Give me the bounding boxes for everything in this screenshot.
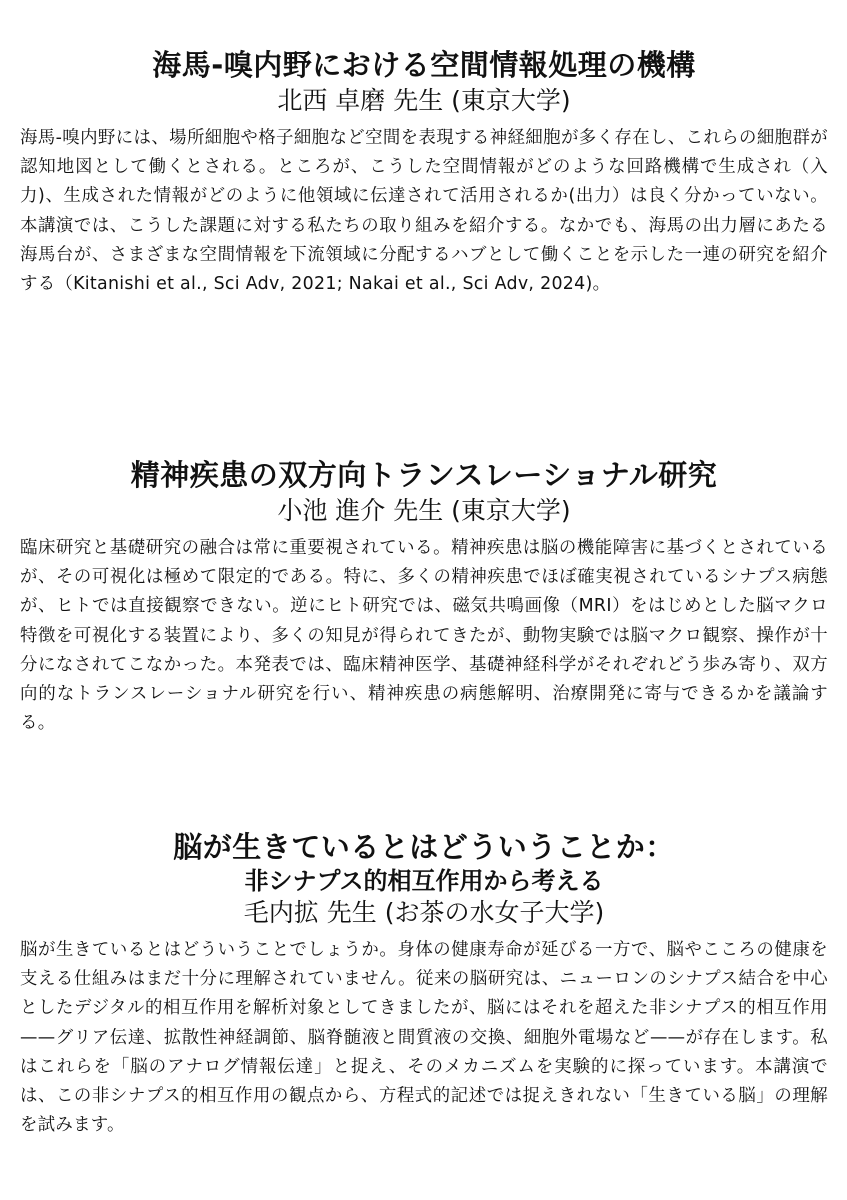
lecture-abstract: 脳が生きているとはどういうことでしょうか。身体の健康寿命が延びる一方で、脳やこころの健康を支える仕組みはまだ十分に理解されていません。従来の脳研究は、ニューロンのシナプス結合を中心としたデジタル的相互作用を解析対象としてきましたが、脳にはそれを超えた非シナプス的相互作用——グリア伝達、拡散性神経調節、脳脊髄液と間質液の交換、細胞外電場など——が存在します。私はこれらを「脳のアナログ情報伝達」と捉え、そのメカニズムを実験的に探っています。本講演では、この非シナプス的相互作用の観点から、方程式的記述では捉えきれない「生きている脳」の理解を試みます。 [20,940,828,1136]
lecture-title: 精神疾患の双方向トランスレーショナル研究 [130,458,718,492]
lecture-subtitle: 非シナプス的相互作用から考える [244,867,604,895]
lecture-speaker: 毛内拡 先生 (お茶の水女子大学) [243,898,605,927]
lecture-section-2 [20,456,828,738]
lecture-section-3 [20,828,828,1140]
lecture-speaker: 北西 卓磨 先生 (東京大学) [277,86,571,115]
lecture-title: 海馬-嗅内野における空間情報処理の機構 [152,48,696,82]
lecture-section-1 [20,46,828,299]
lecture-abstract: 臨床研究と基礎研究の融合は常に重要視されている。精神疾患は脳の機能障害に基づくとされているが、その可視化は極めて限定的である。特に、多くの精神疾患でほぼ確実視されているシナプス病態が、ヒトでは直接観察できない。逆にヒト研究では、磁気共鳴画像（MRI）をはじめとした脳マクロ特徴を可視化する装置により、多くの知見が得られてきたが、動物実験では脳マクロ観察、操作が十分になされてこなかった。本発表では、臨床精神医学、基礎神経科学がそれぞれどう歩み寄り、双方向的なトランスレーショナル研究を行い、精神疾患の病態解明、治療開発に寄与できるかを議論する。 [20,538,828,734]
lecture-abstract: 海馬-嗅内野には、場所細胞や格子細胞など空間を表現する神経細胞が多く存在し、これらの細胞群が認知地図として働くとされる。ところが、こうした空間情報がどのような回路機構で生成され（入力)、生成された情報がどのように他領域に伝達されて活用されるか(出力）は良く分かっていない。本講演では、こうした課題に対する私たちの取り組みを紹介する。なかでも、海馬の出力層にあたる海馬台が、さまざまな空間情報を下流領域に分配するハブとして働くことを示した一連の研究を紹介する（Kitanishi et al., Sci Adv, 2021; Nakai et al., Sci Adv, 2024)。 [20,128,828,295]
lecture-title: 脳が生きているとはどういうことか： [173,830,675,864]
lecture-speaker: 小池 進介 先生 (東京大学) [277,496,571,525]
